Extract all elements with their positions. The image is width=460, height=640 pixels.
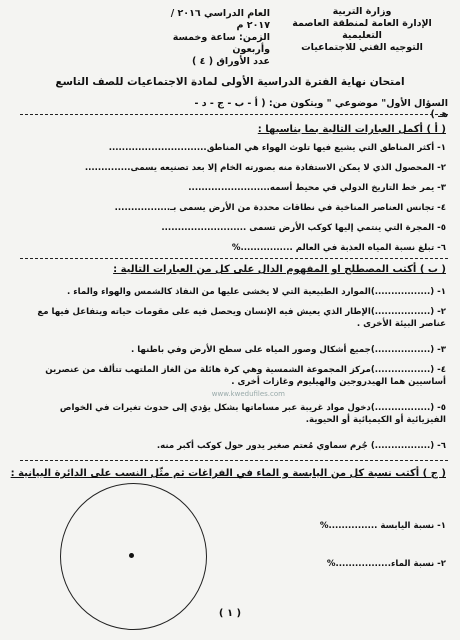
water-ratio-item: ٢- نسبة الماء.................% [326,559,446,569]
guidance-name: التوجيه الفني للاجتماعيات [301,42,423,53]
header-right [282,6,442,54]
section-b-item: ٣- (.................)جميع أشكال وصور المياه على سطح الأرض وفي باطنها . [130,345,446,355]
exam-title: امتحان نهاية الفترة الدراسية الأولى لمادة الاجتماعيات للصف التاسع [55,76,405,88]
section-a-item: ٥- المجرة التي ينتمي إليها كوكب الأرض تسمى .......................... [161,223,446,233]
divider-rule [20,460,448,461]
divider-rule [20,258,448,259]
land-ratio-item: ١- نسبة اليابسة ...............% [319,521,446,531]
section-a-item: ٦- تبلغ نسبة المياه العذبة في العالم ................% [231,243,446,253]
circle-center-dot [129,553,134,558]
page-count: عدد الأوراق ( ٤ ) [191,56,270,67]
page-number: ( ١ ) [218,608,242,619]
section-a-item: ٢- المحصول الذي لا يمكن الاستفادة منه بصورته الخام إلا بعد تصنيعه يسمى.............. [84,163,446,173]
section-a-item: ٣- يمر خط التاريخ الدولي في محيط أسمه......................... [188,183,446,193]
watermark: www.kwedufiles.com [211,390,285,398]
zone-name: الإدارة العامة لمنطقة العاصمة التعليمية [292,18,432,41]
question-one-header: السؤال الأول" موضوعي " ويتكون من: ( أ - ب - ج - د - هـ ) [194,98,448,120]
section-b-item: ٥- (.................)دخول مواد غريبة عبر مساماتها بشكل يؤدي إلى حدوث تغيرات في الخواص الفيزيائية أو الكيميائية أو الحيوية. [59,403,446,425]
exam-time: الزمن: ساعة وخمسة وأربعون [172,32,270,55]
header-left [150,8,270,68]
section-b-item: ٢- (.................)الإطار الذي يعيش فيه الإنسان ويحصل فيه على مقومات حياته ويتفاعل فيها مع عناصر البيئة الأخرى . [37,307,446,329]
section-b-item: ٦- (.................) جُرم سماوي مُعتم صغير يدور حول كوكب أكبر منه. [156,441,446,451]
section-a-heading: ( أ ) أكمل العبارات التالية بما يناسبها : [257,124,446,135]
section-b-item: ١- (.................)الموارد الطبيعية التي لا يخشى عليها من النفاذ كالشمس والهواء والماء . [67,287,446,297]
section-a-item: ٤- تجانس العناصر المناخية في نطاقات محددة من الأرض يسمى بـ................. [114,203,446,213]
academic-year: العام الدراسي ٢٠١٦ / ٢٠١٧ م [170,8,270,31]
ministry-name: وزارة التربية [332,6,392,17]
section-b-item: ٤- (.................)مركز المجموعة الشمسية وهي كرة هائلة من الغاز الملتهب تتألف من عنصرين أساسيين هما الهيدروجين والهيليوم وغازات أخرى . [45,365,446,387]
section-b-heading: ( ب ) أكتب المصطلح او المفهوم الدال على كل من العبارات التالية : [113,264,446,275]
section-a-item: ١- أكثر المناطق التي يشيع فيها تلوث الهواء هي المناطق.............................. [108,143,446,153]
section-c-heading: ( ج ) أكتب نسبة كل من اليابسة و الماء في الفراغات ثم مثّل النسب على الدائرة البيانية : [10,468,446,479]
divider-rule [20,114,448,115]
